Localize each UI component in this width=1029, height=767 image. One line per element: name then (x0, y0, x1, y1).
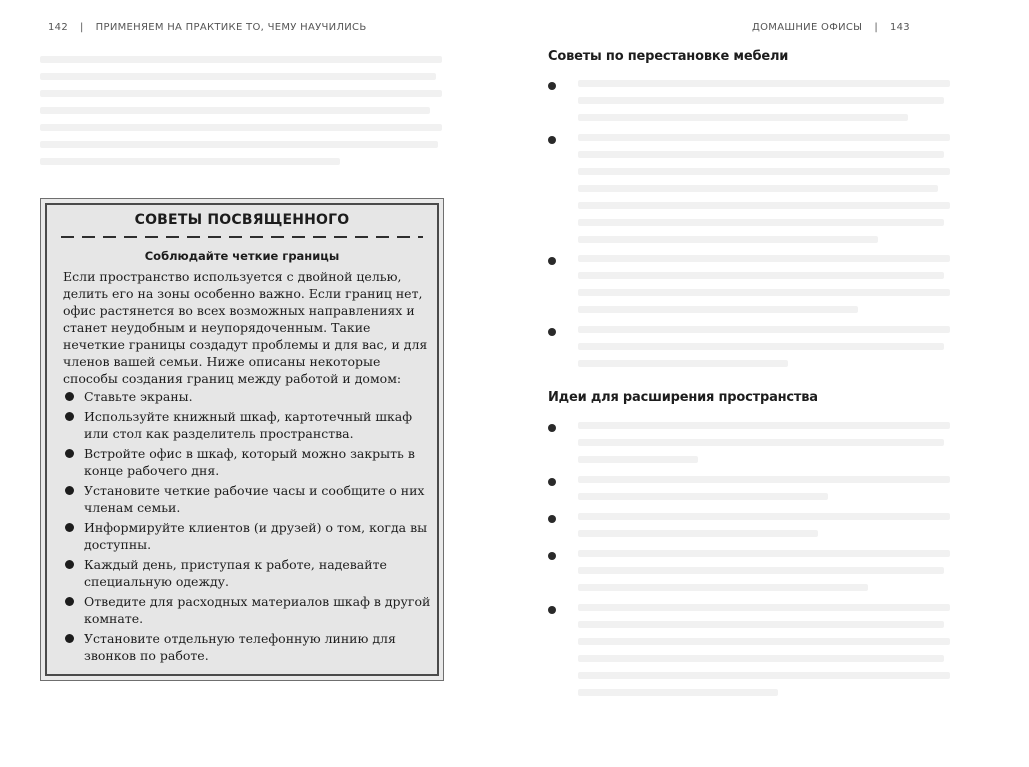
bullet-icon (548, 136, 556, 144)
bullet-icon (65, 486, 74, 495)
tips-item-text: Информируйте клиентов (и друзей) о том, когда вы доступны. (84, 520, 428, 552)
bullet-icon (65, 392, 74, 401)
bullet-icon (548, 515, 556, 523)
tips-list-item (63, 388, 435, 405)
tips-list-item (63, 445, 435, 479)
right-running-head (752, 22, 910, 33)
right-page-number: 143 (889, 22, 910, 33)
bullet-icon (65, 523, 74, 532)
tips-intro-paragraph: Если пространство используется с двойной целью, делить его на зоны особенно важно. Если границ нет, офис растянется во всех возможных направлениях и станет неудобным и неупорядоченным. Такие нечеткие границы создадут проблемы и для вас, и для членов вашей семьи. Ниже описаны некоторые способы создания границ между работой и домом: (63, 269, 428, 386)
tips-item-text: Ставьте экраны. (84, 389, 193, 404)
tips-item-text: Встройте офис в шкаф, который можно закрыть в конце рабочего дня. (84, 446, 415, 478)
bullet-icon (65, 597, 74, 606)
furniture-tips-heading: Советы по перестановке мебели (548, 49, 789, 64)
bullet-icon (548, 606, 556, 614)
tips-item-text: Каждый день, приступая к работе, надевайте специальную одежду. (84, 557, 387, 589)
bullet-icon (548, 552, 556, 560)
left-page-number: 142 (48, 22, 68, 33)
tips-list-item (63, 556, 435, 590)
tips-item-text: Установите отдельную телефонную линию для звонков по работе. (84, 631, 396, 663)
tips-item-text: Отведите для расходных материалов шкаф в другой комнате. (84, 594, 431, 626)
tips-title-dashed-rule (61, 236, 423, 238)
right-head-separator: | (874, 22, 878, 33)
bullet-icon (65, 560, 74, 569)
bullet-icon (548, 424, 556, 432)
bullet-icon (65, 412, 74, 421)
bullet-icon (548, 82, 556, 90)
right-running-head-title: ДОМАШНИЕ ОФИСЫ (752, 22, 863, 33)
tips-box-title: СОВЕТЫ ПОСВЯЩЕННОГО (134, 212, 350, 228)
tips-list-item (63, 630, 435, 664)
bullet-icon (548, 328, 556, 336)
bullet-icon (65, 634, 74, 643)
tips-list-item (63, 482, 435, 516)
tips-list-item (63, 408, 435, 442)
insider-tips-box (40, 198, 444, 681)
tips-bullet-list (63, 388, 435, 667)
tips-list-item (63, 519, 435, 553)
left-head-separator: | (80, 22, 84, 33)
bullet-icon (65, 449, 74, 458)
tips-box-subtitle: Соблюдайте четкие границы (144, 249, 340, 263)
tips-list-item (63, 593, 435, 627)
bullet-icon (548, 478, 556, 486)
left-running-head (48, 22, 367, 33)
insider-tips-frame (45, 203, 439, 676)
left-running-head-title: ПРИМЕНЯЕМ НА ПРАКТИКЕ ТО, ЧЕМУ НАУЧИЛИСЬ (95, 22, 367, 33)
bullet-icon (548, 257, 556, 265)
space-expansion-heading: Идеи для расширения пространства (548, 390, 818, 405)
tips-item-text: Используйте книжный шкаф, картотечный шкаф или стол как разделитель пространства. (84, 409, 413, 441)
tips-item-text: Установите четкие рабочие часы и сообщите о них членам семьи. (84, 483, 425, 515)
